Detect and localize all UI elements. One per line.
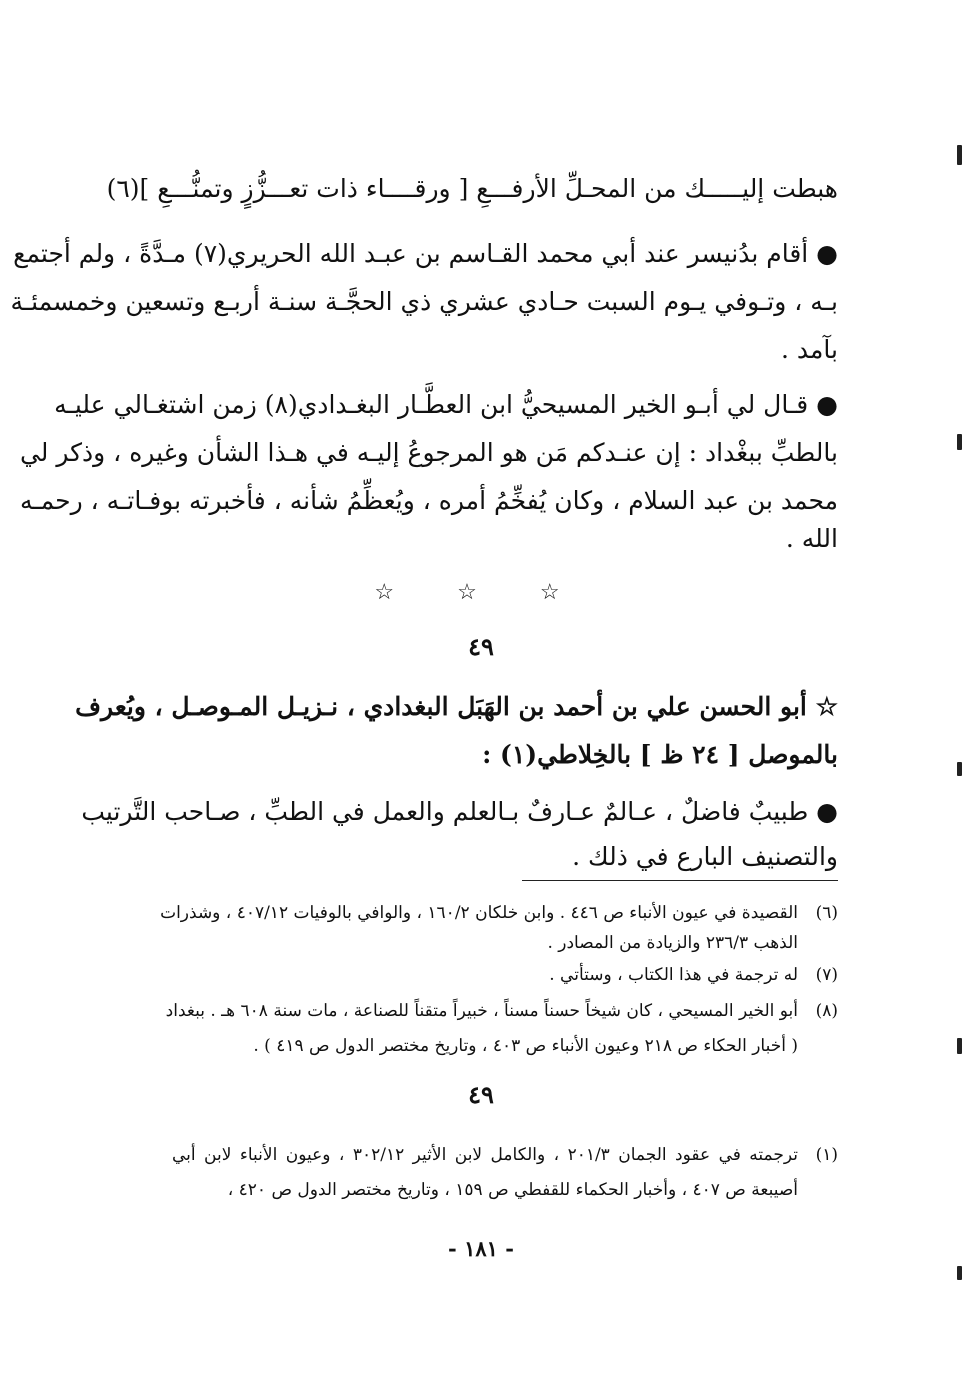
verse-line: هبطت إليـــــك من المحـلِّ الأرفـــعِ [ ورقــــاء ذات تعـــزُّزٍ وتمنُّـــعِ ](٦)	[106, 174, 838, 203]
section-separator-stars: ☆ ☆ ☆	[374, 580, 588, 605]
footnote-number: (١)	[815, 1145, 838, 1165]
footnote-text: القصيدة في عيون الأنباء ص ٤٤٦ . وابن خلكان ١٦٠/٢ ، والوافي بالوفيات ٤٠٧/١٢ ، وشذرات	[160, 903, 798, 923]
footnote-line	[172, 1142, 838, 1168]
scan-edge-mark	[957, 1266, 962, 1280]
footnote-line: الذهب ٢٣٦/٣ والزيادة من المصادر .	[547, 933, 798, 953]
footnote-number: (٧)	[815, 965, 838, 985]
footnote-text: أبو الخير المسيحي ، كان شيخاً حسناً مسناً ، خبيراً متقناً للصناعة ، مات سنة ٦٠٨ هـ . ببغداد	[165, 1001, 798, 1021]
footnote-number: (٦)	[815, 903, 838, 923]
scan-edge-mark	[957, 434, 962, 450]
footnote-line: ( أخبار الحكاء ص ٢١٨ وعيون الأنباء ص ٤٠٣ ، وتاريخ مختصر الدول ص ٤١٩ ) .	[253, 1036, 798, 1056]
footnote-line	[160, 900, 838, 926]
scan-edge-mark	[957, 1038, 962, 1054]
heading-line: بالموصل [ ٢٤ ظ ] بالخِلاطي(١) :	[482, 740, 838, 769]
scan-edge-mark	[957, 762, 962, 776]
paragraph-line: والتصنيف البارع في ذلك .	[572, 842, 838, 871]
footnote-separator-rule	[522, 880, 838, 881]
paragraph-line: ● قـال لي أبـو الخير المسيحيُّ ابن العطَّـار البغـدادي(٨) زمن اشتغـالي عليـه	[54, 390, 838, 419]
footnote-text: ترجمته في عقود الجمان ٢٠١/٣ ، والكامل لابن الأثير ٣٠٢/١٢ ، وعيون الأنباء لابن أبي	[172, 1145, 798, 1165]
paragraph-line: بـه ، وتـوفي يـوم السبت حـادي عشري ذي الحجَّـة سنـة أربـع وتسعين وخمسمئـة	[10, 287, 838, 316]
heading-line: ☆ أبو الحسن علي بن أحمد بن الهَبَل البغدادي ، نـزيـل المـوصـل ، ويُعرف	[75, 692, 838, 721]
footnote-line: أصيبعة ص ٤٠٧ ، وأخبار الحكماء للقفطي ص ١٥٩ ، وتاريخ مختصر الدول ص ٤٢٠ ،	[227, 1180, 798, 1200]
footnote-number: (٨)	[815, 1001, 838, 1021]
scan-edge-mark	[957, 145, 962, 165]
footnote-section-number: ٤٩	[468, 1080, 494, 1109]
paragraph-line: بالطبِّ ببغْداد : إن عنـدكم مَن هو المرجوعُ إليـه في هـذا الشأن وغيره ، وذكر لي	[19, 438, 838, 467]
footnote-text: له ترجمة في هذا الكتاب ، وستأتي .	[549, 965, 798, 985]
paragraph-line: الله .	[785, 524, 838, 553]
paragraph-line: بآمد .	[781, 335, 838, 364]
paragraph-line: ● طبيبٌ فاضلٌ ، عـالمٌ عـارفٌ بـالعلم والعمل في الطبِّ ، صـاحب التَّرتيب	[81, 797, 838, 826]
footnote-line	[165, 998, 838, 1024]
paragraph-line: محمد بن عبد السلام ، وكان يُفخِّمُ أمره ، ويُعظِّمُ شأنه ، فأخبرته بوفـاتـه ، رحمـه	[19, 486, 838, 515]
page-number: - ١٨١ -	[448, 1236, 514, 1261]
paragraph-line: ● أقام بدُنيسر عند أبي محمد القـاسم بن عبـد الله الحريري(٧) مـدَّةً ، ولم أجتمع	[13, 239, 838, 268]
entry-number: ٤٩	[468, 632, 494, 661]
footnote-line	[549, 962, 838, 988]
